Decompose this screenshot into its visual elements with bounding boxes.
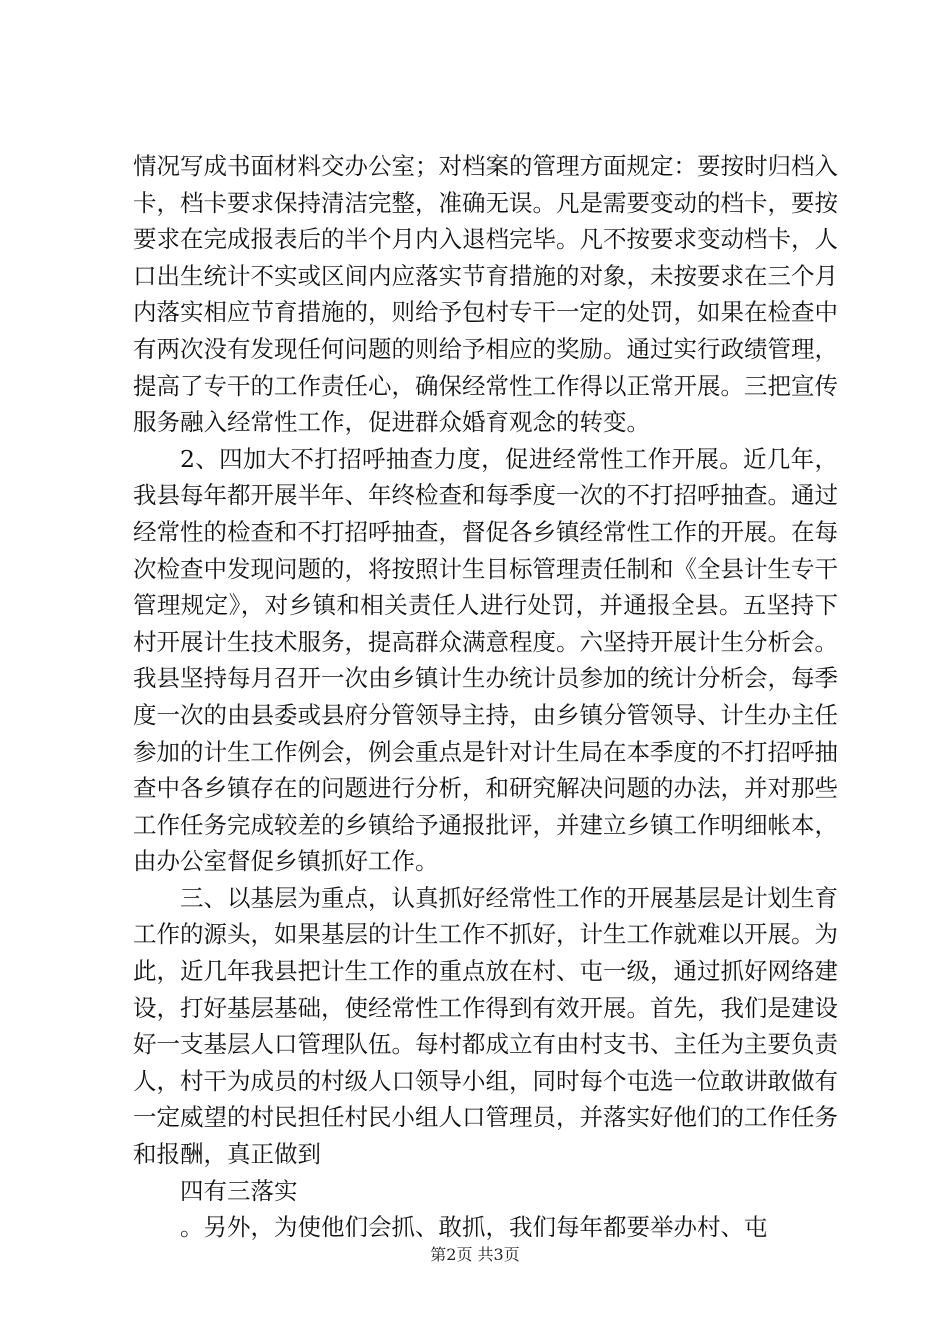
paragraph-1: 情况写成书面材料交办公室；对档案的管理方面规定：要按时归档入卡，档卡要求保持清洁完整，准确无误。凡是需要变动的档卡，要按要求在完成报表后的半个月内入退档完毕。凡不按要求变动档卡，人口出生统计不实或区间内应落实节育措施的对象，未按要求在三个月内落实相应节育措施的，则给予包村专干一定的处罚，如果在检查中有两次没有发现任何问题的则给予相应的奖励。通过实行政绩管理，提高了专干的工作责任心，确保经常性工作得以正常开展。三把宣传服务融入经常性工作，促进群众婚育观念的转变。 xyxy=(133,152,838,437)
paragraph-3: 三、以基层为重点，认真抓好经常性工作的开展基层是计划生育工作的源头，如果基层的计生工作不抓好，计生工作就难以开展。为此，近几年我县把计生工作的重点放在村、屯一级，通过抓好网络建设，打好基层基础，使经常性工作得到有效开展。首先，我们是建设好一支基层人口管理队伍。每村都成立有由村支书、主任为主要负责人，村干为成员的村级人口领导小组，同时每个屯选一位敢讲敢做有一定威望的村民担任村民小组人口管理员，并落实好他们的工作任务和报酬，真正做到 xyxy=(133,883,838,1169)
page-number-footer: 第2页 共3页 xyxy=(430,1245,520,1264)
final-line: 。另外，为使他们会抓、敢抓，我们每年都要举办村、屯 xyxy=(180,1213,768,1242)
inline-heading-line: 四有三落实 xyxy=(180,1176,298,1205)
document-body xyxy=(133,148,838,1246)
paragraph-2: 2、四加大不打招呼抽查力度，促进经常性工作开展。近几年，我县每年都开展半年、年终检查和每季度一次的不打招呼抽查。通过经常性的检查和不打招呼抽查，督促各乡镇经常性工作的开展。在每次检查中发现问题的，将按照计生目标管理责任制和《全县计生专干管理规定》，对乡镇和相关责任人进行处罚，并通报全县。五坚持下村开展计生技术服务，提高群众满意程度。六坚持开展计生分析会。我县坚持每月召开一次由乡镇计生办统计员参加的统计分析会，每季度一次的由县委或县府分管领导主持，由乡镇分管领导、计生办主任参加的计生工作例会，例会重点是针对计生局在本季度的不打招呼抽查中各乡镇存在的问题进行分析，和研究解决问题的办法，并对那些工作任务完成较差的乡镇给予通报批评，并建立乡镇工作明细帐本，由办公室督促乡镇抓好工作。 xyxy=(133,444,838,876)
